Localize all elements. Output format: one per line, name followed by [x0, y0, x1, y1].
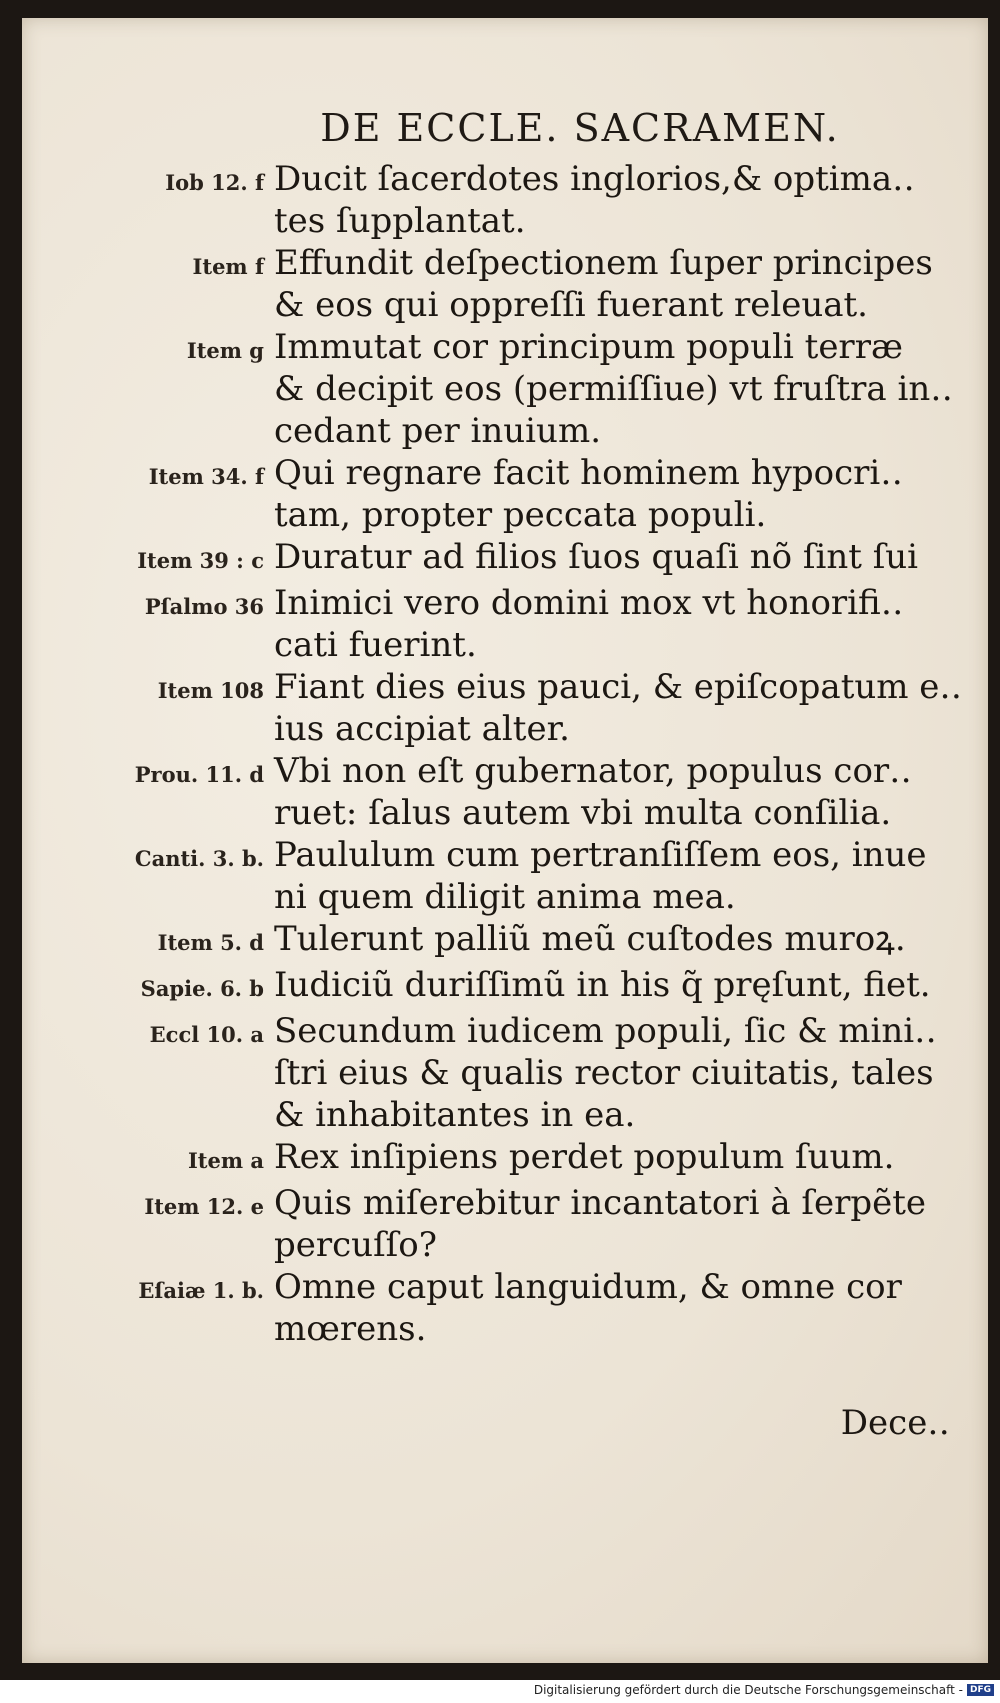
- entry-text: [274, 326, 988, 452]
- text-line: Effundit deſpectionem ſuper principes: [274, 243, 933, 283]
- margin-reference: Item a: [187, 1148, 264, 1173]
- entry: [22, 242, 988, 326]
- margin-reference: Item f: [192, 254, 264, 279]
- text-line: Fiant dies eius pauci, & epiſcopatum e‥: [274, 667, 963, 707]
- entry-text: [274, 666, 988, 750]
- entry: [22, 158, 988, 242]
- margin-reference: Eſaiæ 1. b.: [138, 1278, 264, 1303]
- margin-reference: Item 108: [157, 678, 264, 703]
- text-line: ſtri eius & qualis rector ciuitatis, tales: [274, 1053, 934, 1093]
- text-line: Secundum iudicem populi, ſic & mini‥: [274, 1011, 937, 1051]
- margin-reference: Item g: [186, 338, 264, 363]
- entry: [22, 536, 988, 582]
- catchword: Dece‥: [840, 1403, 950, 1443]
- text-line: Qui regnare facit hominem hypocri‥: [274, 453, 903, 493]
- text-line: & inhabitantes in ea.: [274, 1095, 636, 1135]
- running-header: DE ECCLE. SACRAMEN.: [320, 106, 840, 150]
- entry-text: [274, 582, 988, 666]
- entry-text: [274, 1136, 988, 1182]
- entry: [22, 918, 988, 964]
- text-line: mœrens.: [274, 1309, 427, 1349]
- entry-text: [274, 1266, 988, 1350]
- entry-text: [274, 834, 988, 918]
- margin-reference: Iob 12. f: [165, 170, 264, 195]
- text-line: cedant per inuium.: [274, 411, 602, 451]
- text-line: Vbi non eſt gubernator, populus cor‥: [274, 751, 912, 791]
- margin-reference: Pſalmo 36: [144, 594, 264, 619]
- text-line: & decipit eos (permiſſiue) vt fruſtra in‥: [274, 369, 953, 409]
- book-page: [22, 18, 988, 1663]
- entry: [22, 1136, 988, 1182]
- text-line: Quis miſerebitur incantatori à ſerpẽte: [274, 1183, 927, 1223]
- entry: [22, 750, 988, 834]
- text-line: tes ſupplantat.: [274, 201, 526, 241]
- entry-list: [22, 158, 988, 1350]
- text-line: Omne caput languidum, & omne cor: [274, 1267, 902, 1307]
- margin-reference: Item 34. f: [148, 464, 264, 489]
- entry-text: [274, 918, 988, 964]
- text-line: ni quem diligit anima mea.: [274, 877, 736, 917]
- footer-text: Digitalisierung gefördert durch die Deutsche Forschungsgemeinschaft -: [533, 1683, 963, 1697]
- margin-reference: Eccl 10. a: [149, 1022, 264, 1047]
- text-line: Tulerunt palliũ meũ cuſtodes muroꝝ.: [274, 919, 906, 959]
- entry: [22, 834, 988, 918]
- entry-text: [274, 750, 988, 834]
- text-line: Duratur ad filios ſuos quaſi nõ ſint ſui: [274, 537, 919, 577]
- entry-text: [274, 536, 988, 582]
- text-line: & eos qui oppreſſi fuerant releuat.: [274, 285, 868, 325]
- text-line: Immutat cor principum populi terræ: [274, 327, 903, 367]
- entry: [22, 326, 988, 452]
- entry: [22, 452, 988, 536]
- entry: [22, 582, 988, 666]
- text-line: ius accipiat alter.: [274, 709, 570, 749]
- text-line: Ducit ſacerdotes inglorios,& optima‥: [274, 159, 915, 199]
- margin-reference: Sapie. 6. b: [140, 976, 264, 1001]
- text-line: Rex inſipiens perdet populum ſuum.: [274, 1137, 895, 1177]
- margin-reference: Prou. 11. d: [134, 762, 264, 787]
- entry-text: [274, 158, 988, 242]
- entry: [22, 1182, 988, 1266]
- text-line: ruet: ſalus autem vbi multa conſilia.: [274, 793, 892, 833]
- dfg-logo: DFG: [967, 1684, 994, 1696]
- margin-reference: Item 5. d: [157, 930, 264, 955]
- text-line: percuſſo?: [274, 1225, 437, 1265]
- entry: [22, 666, 988, 750]
- entry-text: [274, 1182, 988, 1266]
- entry-text: [274, 242, 988, 326]
- text-line: Inimici vero domini mox vt honorifi‥: [274, 583, 904, 623]
- entry: [22, 964, 988, 1010]
- entry-text: [274, 452, 988, 536]
- text-line: Paululum cum pertranſiſſem eos, inue: [274, 835, 927, 875]
- text-line: tam, propter peccata populi.: [274, 495, 767, 535]
- margin-reference: Item 12. e: [144, 1194, 264, 1219]
- entry: [22, 1010, 988, 1136]
- footer-credit: [534, 1683, 994, 1697]
- entry-text: [274, 1010, 988, 1136]
- margin-reference: Canti. 3. b.: [134, 846, 264, 871]
- margin-reference: Item 39 : c: [137, 548, 264, 573]
- text-line: cati fuerint.: [274, 625, 477, 665]
- entry-text: [274, 964, 988, 1010]
- entry: [22, 1266, 988, 1350]
- text-line: Iudiciũ duriſſimũ in his q̃ pręſunt, fiet.: [274, 965, 931, 1005]
